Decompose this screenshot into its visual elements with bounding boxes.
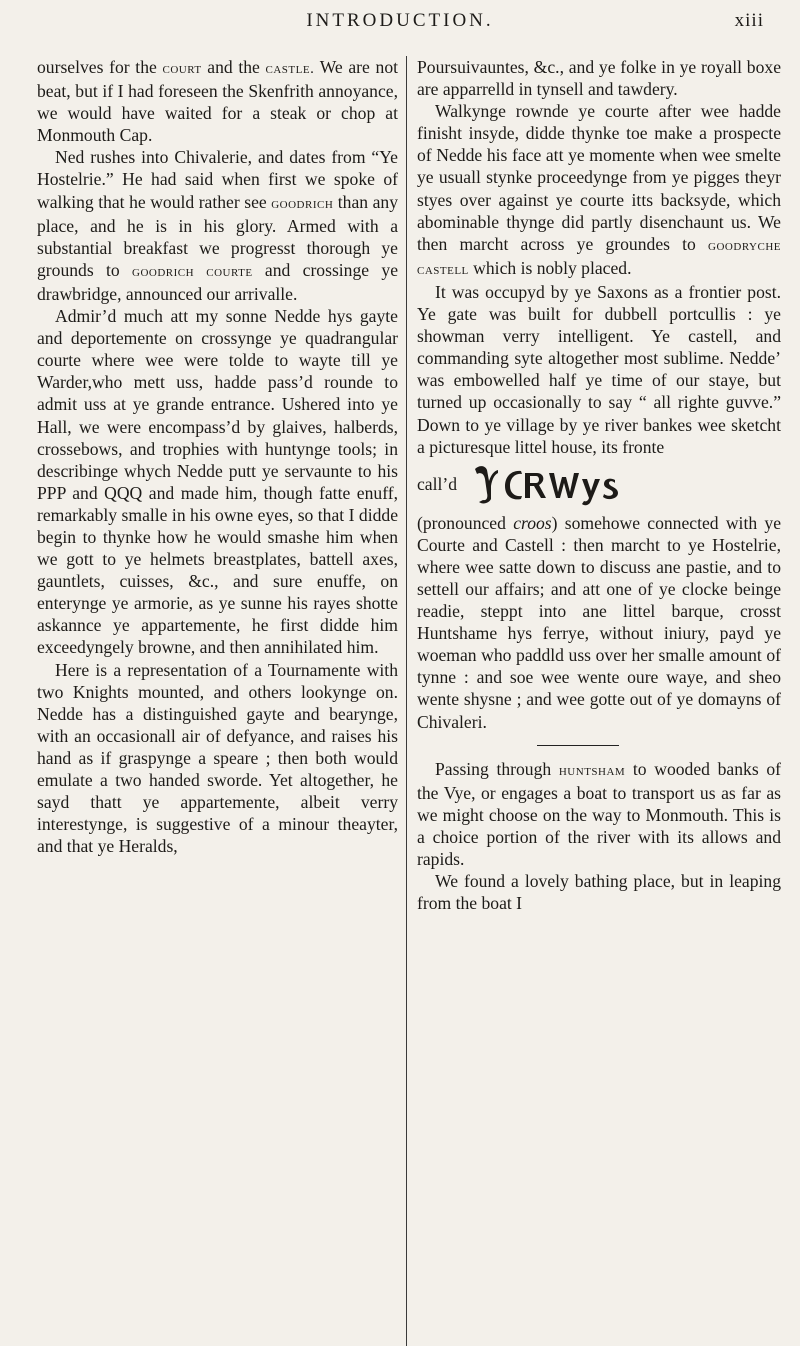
page-number: xiii xyxy=(734,10,764,31)
crwys-blackletter-word xyxy=(465,461,625,507)
paragraph: Walkynge rownde ye courte after wee hadde finisht insyde, didde thynke toe make a prospecte of Nedde his face att ye momente when wee smelte ye usuall stynke proceedynge from ye pigges theyr styes over against ye courte itts backsyde, which abominable thynge did partly disenchaunt us. We then marcht across ye groundes to goodryche castell which is nobly placed. xyxy=(417,101,781,278)
right-column xyxy=(417,56,781,914)
paragraph: Poursuivauntes, &c., and ye folke in ye royall boxe are apparrelld in tynsell and tawdery. xyxy=(417,57,781,100)
column-divider xyxy=(406,56,407,1346)
paragraph: We found a lovely bathing place, but in leaping from the boat I xyxy=(417,871,781,914)
paragraph: It was occupyd by ye Saxons as a frontier post. Ye gate was built for dubbell portcullis : ye showman verry intelligent. Ye castell, and commanding syte altogether most sublime. Nedde’ was embowelled half ye time of our staye, but turned up occasionally to say “ all righte guvve.” Down to ye village by ye river bankes wee sketcht a picturesque littel house, its fronte xyxy=(417,281,781,457)
paragraph: ourselves for the court and the castle. We are not beat, but if I had foreseen the Skenfrith annoyance, we would have waited for a steak or chop at Monmouth Cap. xyxy=(37,57,399,146)
paragraph: Admir’d much att my sonne Nedde hys gayte and deportemente on crossynge ye quadrangular courte where wee were tolde to wayte till ye Warder,who mett uss, hadde pass’d rounde to admit uss at ye grande entrance. Ushered into ye Hall, we were encompass’d by glaives, halberds, crossebows, and trophies with huntynge tools; in describinge whych Nedde putt ye servaunte to his PPP and QQQ and made him, though fatte enuff, remarkably smalle in his owne eyes, so that I didde begin to thynke how he would smashe him when we gott to ye helmets breastplates, battell axes, gauntlets, cuisses, &c., and sure enuffe, on enterynge ye armorie, as ye sunne his rayes shotte askannce ye appartemente, he first didde him exceedyngely browne, and then annihilated him. xyxy=(37,306,398,658)
page-header xyxy=(0,4,800,38)
crwys-label: call’d xyxy=(417,473,458,494)
crwys-blackletter-line xyxy=(417,460,781,508)
section-separator xyxy=(537,745,619,746)
paragraph: Here is a representation of a Tournamente with two Knights mounted, and others lookynge on. Nedde has a distinguished gayte and bearynge, with an occasionall air of defyance, and raises his hand as if graspynge a speare ; then both would emulate a two handed sworde. Yet altogether, he sayd thatt ye appartemente, albeit verry interestynge, is suggestive of a minour theayter, and that ye Heralds, xyxy=(37,659,398,857)
running-head: INTRODUCTION. xyxy=(306,10,494,31)
paragraph: Passing through huntsham to wooded banks of the Vye, or engages a boat to transport us as far as we might choose on the way to Monmouth. This is a choice portion of the river with its allows and rapids. xyxy=(417,758,781,869)
paragraph: Ned rushes into Chivalerie, and dates from “Ye Hostelrie.” He had said when first we spoke of walking that he would rather see goodrich than any place, and he is in his glory. Armed with a substantial breakfast we progresst thorough ye grounds to goodrich courte and crossinge ye drawbridge, announced our arrivalle. xyxy=(37,147,399,304)
left-column xyxy=(37,56,398,857)
paragraph: (pronounced croos) somehowe connected with ye Courte and Castell : then marcht to ye Hostelrie, where wee satte down to discuss ane pastie, and to settell our affairs; and att one of ye clocke beinge readie, steppt into ane littel barque, crosst Huntshame hys ferrye, without iniury, payd ye woeman who paddld uss over her smalle amount of tynne : and soe wee wente oure waye, and sheo wente shysne ; and wee gotte out of ye domayns of Chivaleri. xyxy=(417,512,781,732)
